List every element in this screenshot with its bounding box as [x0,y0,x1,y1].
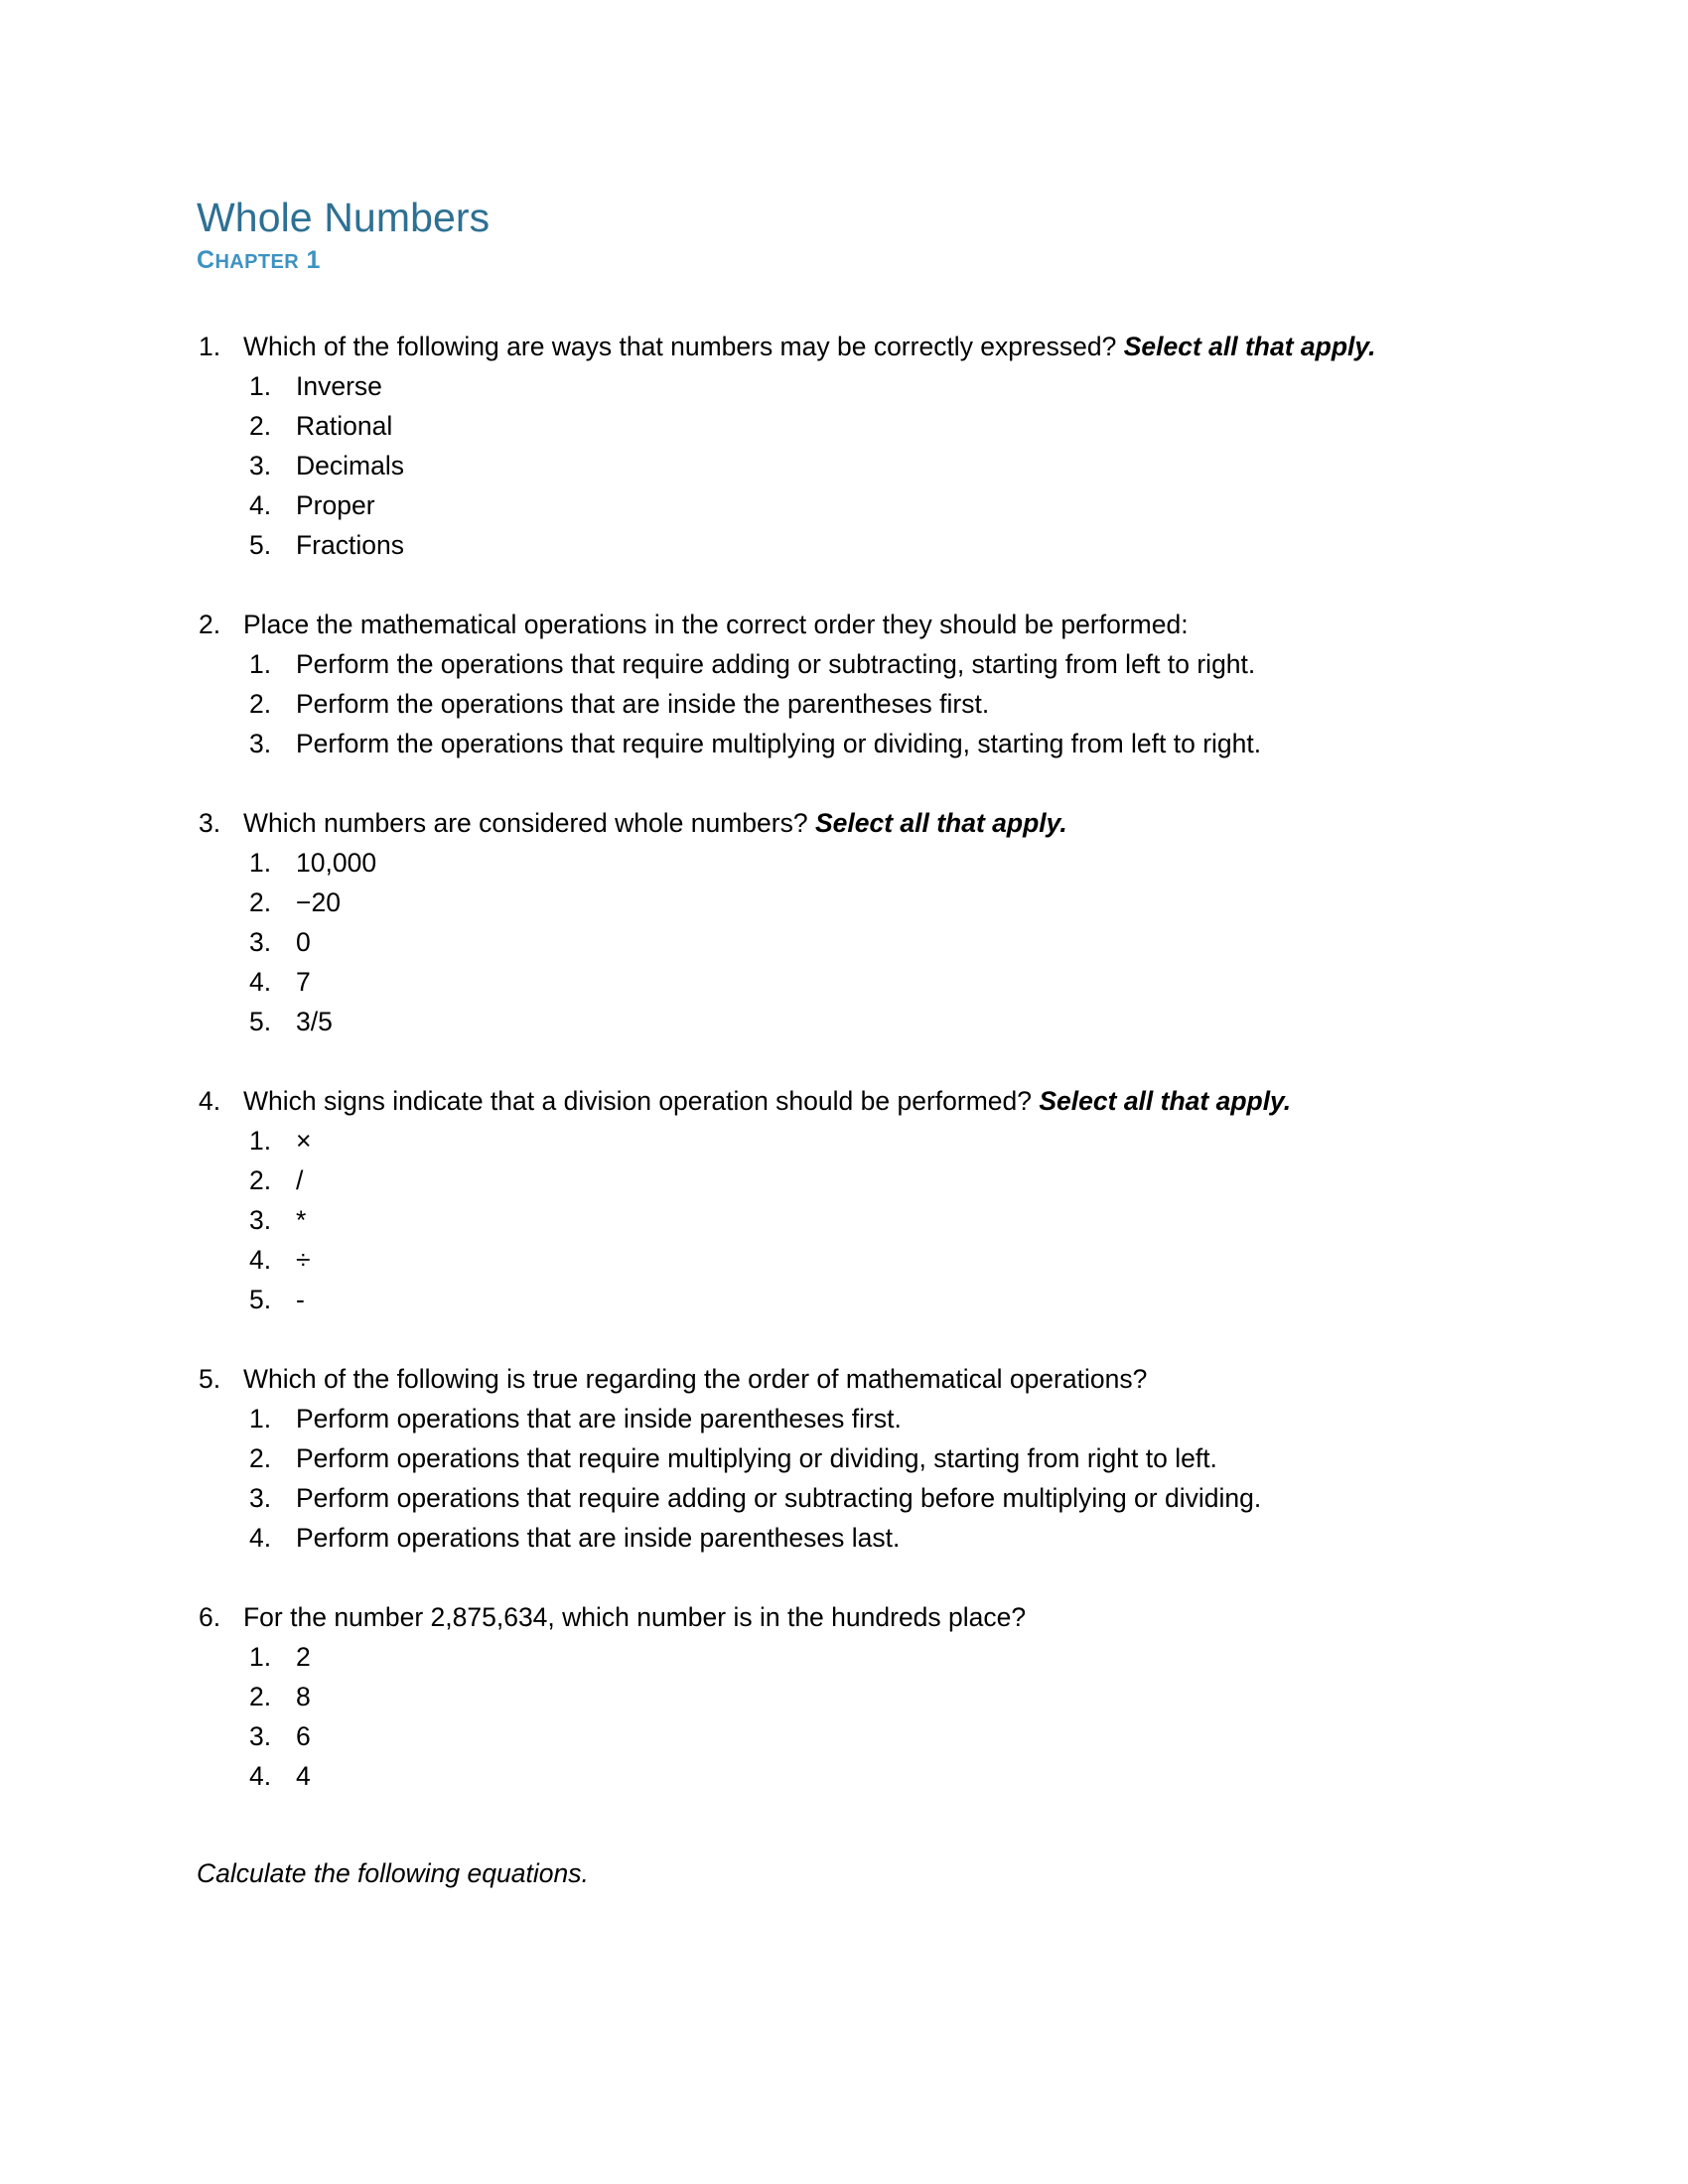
answer-option-number: 4. [249,1245,272,1275]
answer-option-label: Perform operations that require adding or subtracting before multiplying or dividing. [296,1483,1262,1513]
question-text [243,1081,1489,1121]
answer-option-label: Perform operations that are inside parentheses first. [296,1404,902,1433]
answer-option-label: Inverse [296,371,382,401]
question-text-emphasis: Select all that apply. [1039,1086,1292,1116]
question-block [197,327,1489,565]
question-text [243,327,1489,366]
answer-option-list [197,1637,1489,1796]
answer-option-label: Proper [296,490,375,520]
answer-option-number: 4. [249,490,272,520]
answer-option[interactable] [197,366,1489,406]
question-block [197,605,1489,763]
answer-option[interactable] [197,684,1489,724]
answer-option-label: × [296,1126,312,1156]
answer-option-number: 1. [249,649,272,679]
question-list [197,327,1489,1796]
question-text-emphasis: Select all that apply. [1123,332,1376,361]
answer-option[interactable] [197,1399,1489,1438]
answer-option-label: 2 [296,1642,311,1672]
question-row [197,803,1489,843]
answer-option-label: 3/5 [296,1007,333,1036]
answer-option-number: 5. [249,1007,272,1036]
answer-option-number: 5. [249,530,272,560]
question-number: 1. [199,332,221,361]
answer-option[interactable] [197,644,1489,684]
answer-option-label: / [296,1165,304,1195]
answer-option[interactable] [197,485,1489,525]
chapter-label-rest: HAPTER [214,251,300,273]
answer-option-number: 1. [249,1404,272,1433]
answer-option-label: Perform the operations that require multiplying or dividing, starting from left to right. [296,729,1262,758]
answer-option[interactable] [197,525,1489,565]
answer-option-label: Perform the operations that require adding or subtracting, starting from left to right. [296,649,1256,679]
answer-option[interactable] [197,1637,1489,1677]
answer-option[interactable] [197,1121,1489,1160]
question-number: 5. [199,1364,221,1394]
answer-option-list [197,644,1489,763]
answer-option[interactable] [197,1518,1489,1558]
chapter-label-initial: C [197,246,215,274]
question-row [197,327,1489,366]
answer-option-label: 8 [296,1682,311,1711]
answer-option-number: 2. [249,1443,272,1473]
answer-option[interactable] [197,843,1489,883]
answer-option-label: - [296,1285,305,1314]
question-number: 3. [199,808,221,838]
answer-option-number: 2. [249,689,272,719]
answer-option-label: Perform operations that are inside parentheses last. [296,1523,901,1553]
page-title: Whole Numbers [197,195,491,240]
answer-option-number: 2. [249,1682,272,1711]
answer-option-label: ÷ [296,1245,311,1275]
answer-option-number: 3. [249,1483,272,1513]
answer-option-label: 0 [296,927,311,957]
question-text-plain: Place the mathematical operations in the correct order they should be performed: [243,610,1189,639]
chapter-subtitle [197,245,1489,283]
answer-option[interactable] [197,1240,1489,1280]
answer-option[interactable] [197,1478,1489,1518]
question-number: 6. [199,1602,221,1632]
answer-option[interactable] [197,724,1489,763]
question-text-plain: Which signs indicate that a division operation should be performed? [243,1086,1032,1116]
answer-option-number: 2. [249,1165,272,1195]
answer-option-number: 2. [249,411,272,441]
question-block [197,803,1489,1041]
question-text-plain: Which numbers are considered whole numbers? [243,808,808,838]
answer-option[interactable] [197,1200,1489,1240]
closing-instruction: Calculate the following equations. [197,1858,589,1888]
answer-option-list [197,1399,1489,1558]
answer-option-list [197,1121,1489,1319]
answer-option-number: 3. [249,1721,272,1751]
answer-option-label: Rational [296,411,393,441]
question-row [197,605,1489,644]
question-text [243,803,1489,843]
answer-option-label: 7 [296,967,311,997]
answer-option[interactable] [197,1677,1489,1716]
question-row [197,1081,1489,1121]
answer-option-label: −20 [296,887,341,917]
answer-option[interactable] [197,922,1489,962]
answer-option-label: Decimals [296,451,404,480]
answer-option-number: 3. [249,729,272,758]
question-number: 2. [199,610,221,639]
question-block [197,1359,1489,1558]
answer-option-number: 3. [249,1205,272,1235]
question-text-plain: Which of the following is true regarding the order of mathematical operations? [243,1364,1148,1394]
question-block [197,1081,1489,1319]
question-text-plain: Which of the following are ways that numbers may be correctly expressed? [243,332,1117,361]
question-text [243,1597,1489,1637]
answer-option[interactable] [197,1438,1489,1478]
question-block [197,1597,1489,1796]
answer-option-number: 3. [249,927,272,957]
answer-option[interactable] [197,1756,1489,1796]
answer-option[interactable] [197,1716,1489,1756]
answer-option[interactable] [197,1002,1489,1041]
question-row [197,1359,1489,1399]
answer-option-list [197,366,1489,565]
question-text [243,1359,1489,1399]
answer-option-label: Perform operations that require multiplying or dividing, starting from right to left. [296,1443,1217,1473]
answer-option[interactable] [197,1280,1489,1319]
question-text-plain: For the number 2,875,634, which number is in the hundreds place? [243,1602,1027,1632]
answer-option-number: 1. [249,1642,272,1672]
answer-option[interactable] [197,883,1489,922]
answer-option-list [197,843,1489,1041]
answer-option-number: 4. [249,1523,272,1553]
answer-option-number: 2. [249,887,272,917]
answer-option-number: 4. [249,1761,272,1791]
answer-option-number: 1. [249,1126,272,1156]
answer-option-number: 5. [249,1285,272,1314]
question-number: 4. [199,1086,221,1116]
answer-option-label: Fractions [296,530,404,560]
answer-option-label: Perform the operations that are inside the parentheses first. [296,689,990,719]
answer-option[interactable] [197,406,1489,446]
answer-option-label: 6 [296,1721,311,1751]
question-text [243,605,1489,644]
chapter-number: 1 [306,246,321,274]
answer-option-number: 3. [249,451,272,480]
answer-option[interactable] [197,1160,1489,1200]
answer-option[interactable] [197,962,1489,1002]
answer-option-label: 10,000 [296,848,377,878]
answer-option-label: 4 [296,1761,311,1791]
answer-option[interactable] [197,446,1489,485]
answer-option-number: 4. [249,967,272,997]
answer-option-label: * [296,1205,307,1235]
question-row [197,1597,1489,1637]
question-text-emphasis: Select all that apply. [814,808,1067,838]
answer-option-number: 1. [249,848,272,878]
answer-option-number: 1. [249,371,272,401]
